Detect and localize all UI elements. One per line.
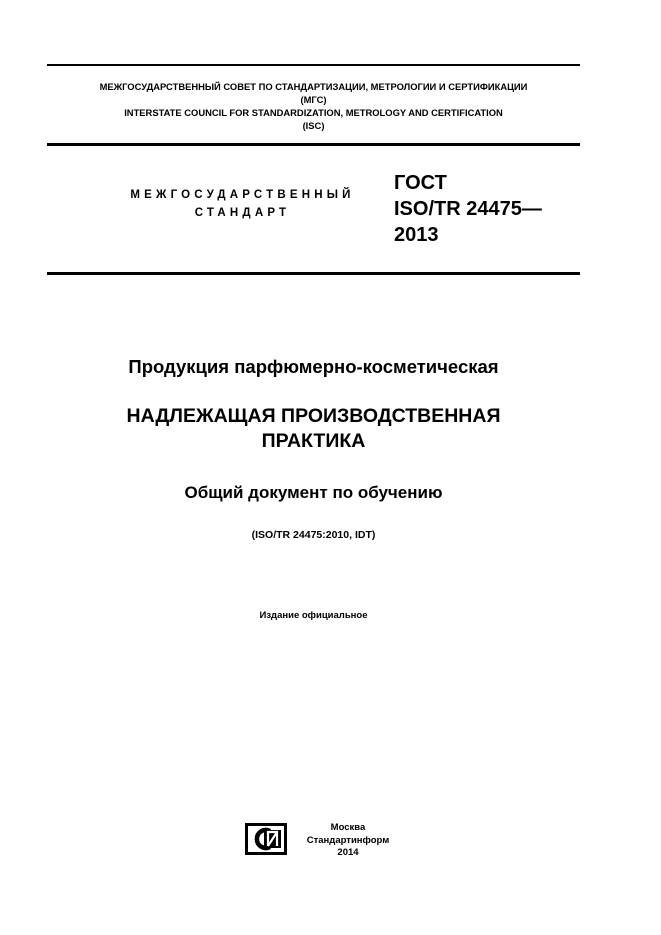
publisher-year: 2014 (337, 847, 359, 858)
title-main-line1: НАДЛЕЖАЩАЯ ПРОИЗВОДСТВЕННАЯ (126, 405, 501, 427)
standard-type (110, 186, 375, 222)
edition-note: Издание официальное (259, 610, 368, 621)
title-line1: Продукция парфюмерно-косметическая (128, 356, 499, 377)
council-header (47, 80, 580, 132)
title-main (47, 404, 580, 454)
publisher-city: Москва (330, 822, 366, 833)
header-rule (47, 143, 580, 146)
council-name-ru: МЕЖГОСУДАРСТВЕННЫЙ СОВЕТ ПО СТАНДАРТИЗАЦИИ, МЕТРОЛОГИИ И СЕРТИФИКАЦИИ (99, 81, 528, 92)
standard-type-line1: МЕЖГОСУДАРСТВЕННЫЙ (130, 189, 355, 201)
standard-type-line2: СТАНДАРТ (194, 207, 291, 219)
gost-label: ГОСТ (394, 172, 447, 194)
identity-note: (ISO/TR 24475:2010, IDT) (251, 529, 376, 541)
publisher-name: Стандартинформ (306, 834, 390, 846)
standard-year: 2013 (394, 224, 439, 246)
council-abbr-en: (ISC) (302, 120, 325, 131)
top-rule (47, 64, 580, 66)
subtitle: Общий документ по обучению (184, 483, 443, 502)
designation-rule (47, 272, 580, 275)
council-abbr-ru: (МГС) (300, 94, 327, 105)
standard-number: ISO/TR 24475— (394, 198, 542, 220)
title-main-line2: ПРАКТИКА (261, 430, 366, 452)
publisher-info (300, 822, 396, 860)
council-name-en: INTERSTATE COUNCIL FOR STANDARDIZATION, METROLOGY AND CERTIFICATION (124, 107, 503, 118)
standartinform-logo-icon (244, 822, 288, 856)
standard-designation (394, 170, 542, 248)
